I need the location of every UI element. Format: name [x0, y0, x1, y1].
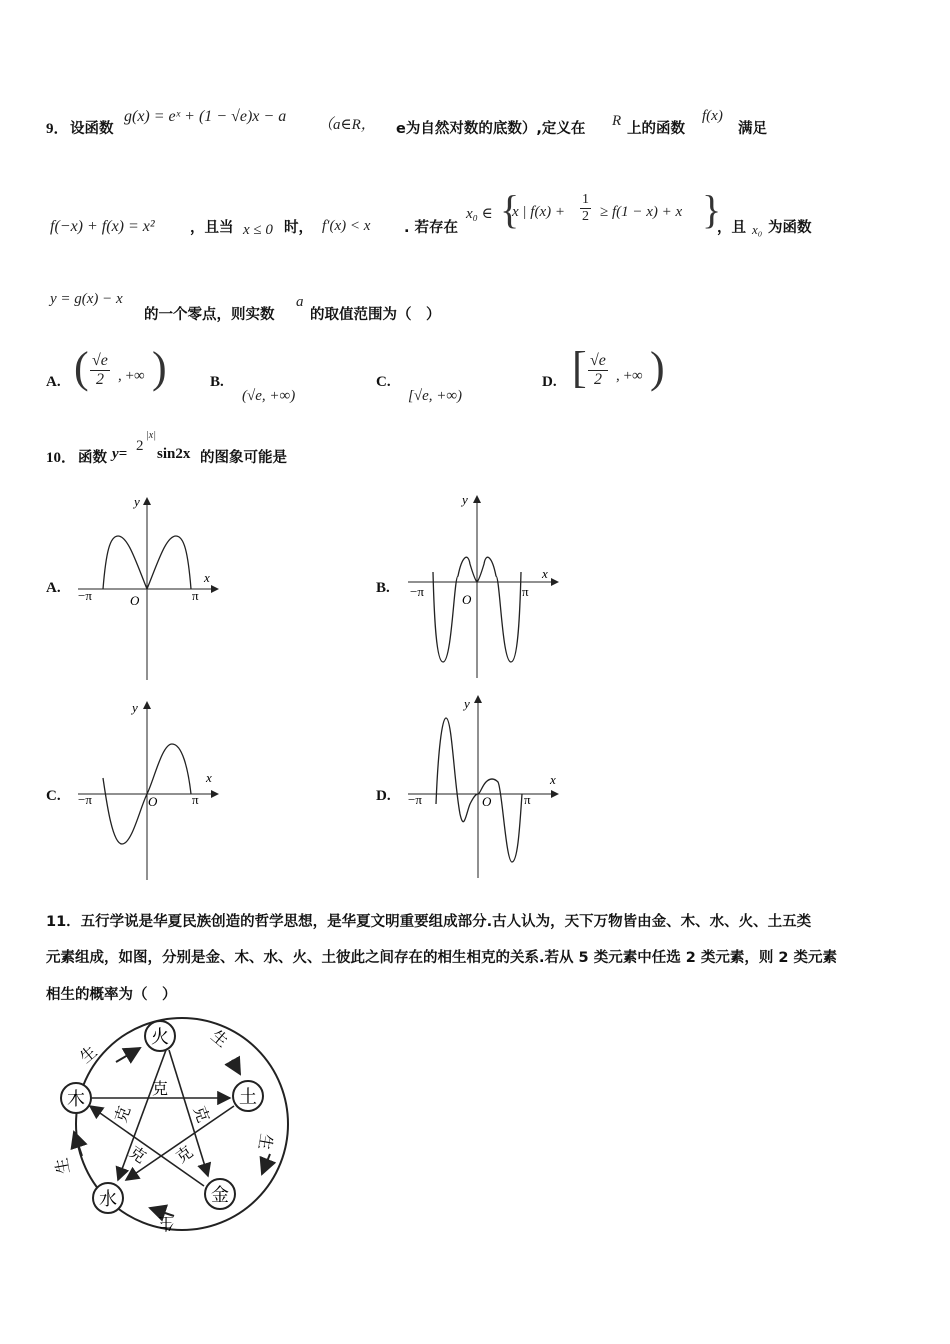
origin-label: O	[462, 592, 472, 607]
q9-set-left: x₀ ∈	[466, 206, 493, 222]
q9-question: 的一个零点，则实数	[144, 307, 275, 323]
option-a-fraction: $\frac{√e}{2}$	[92, 352, 108, 388]
curve	[436, 718, 522, 862]
q9-x0: x₀	[752, 222, 763, 237]
q9-fprime: f′(x) < x	[322, 218, 371, 234]
ke-label-4: 克	[125, 1143, 149, 1167]
origin-label: O	[148, 794, 158, 809]
ke-label-3: 克	[189, 1104, 212, 1125]
q9-cond2: e为自然对数的底数）,定义在	[396, 121, 586, 137]
q9-and-when: ，且当	[190, 220, 234, 236]
neg-pi-label: −π	[410, 584, 424, 599]
option-b-text: (√e, +∞)	[242, 388, 296, 404]
origin-label: O	[482, 794, 492, 809]
option-a-tail: , +∞	[118, 368, 145, 384]
q9-set-inner-a: x | f(x) +	[512, 204, 565, 220]
q9-right-brace: }	[702, 187, 722, 232]
sheng-label-3: 生	[254, 1132, 275, 1152]
ke-label-2: 克	[112, 1104, 135, 1125]
svg-text:火: 火	[151, 1027, 169, 1047]
element-water	[93, 1183, 123, 1213]
element-earth	[233, 1081, 263, 1111]
q9-cond4: 满足	[738, 121, 767, 137]
q10-number: 10．	[46, 450, 77, 466]
graph-d[interactable]	[400, 692, 570, 880]
option-d-close: )	[650, 343, 665, 392]
svg-text:水: 水	[99, 1189, 117, 1209]
q9-left-brace: {	[500, 187, 520, 232]
option-a-close: )	[152, 343, 167, 392]
pi-label: π	[522, 584, 529, 599]
q9-and-x0: ，且	[717, 220, 746, 236]
sheng-arrow-water-wood	[74, 1132, 82, 1156]
q10-sin: sin2x	[157, 446, 191, 462]
q9-equation: f(−x) + f(x) = x²	[50, 218, 155, 235]
sheng-label-1: 生	[77, 1043, 101, 1067]
q9-half-fraction: $\frac{1}{2}$	[582, 192, 589, 224]
graph-a-label: A.	[46, 580, 61, 596]
q9-g-definition: g(x) = eˣ + (1 − √e)x − a	[124, 108, 287, 125]
q10-intro: 函数	[78, 450, 107, 466]
option-a-open: (	[74, 343, 89, 392]
q9-set-inner-b: ≥ f(1 − x) + x	[600, 204, 683, 220]
q9-R: R	[612, 113, 622, 129]
graph-d-label: D.	[376, 788, 391, 804]
q9-a: a	[296, 294, 304, 310]
sheng-label-5: 生	[53, 1156, 74, 1176]
option-b-label: B.	[210, 374, 224, 390]
graph-b[interactable]	[400, 492, 570, 682]
q10-exponent: |x|	[146, 430, 156, 441]
sheng-label-2: 生	[207, 1027, 231, 1051]
q10-base: 2	[136, 438, 144, 454]
sheng-arrow-wood-fire	[116, 1048, 140, 1062]
y-label: y	[462, 492, 468, 507]
q9-fx: f(x)	[702, 108, 723, 124]
ke-label-1: 克	[152, 1081, 169, 1098]
sheng-arrow-earth-metal	[262, 1154, 270, 1174]
element-metal	[205, 1179, 235, 1209]
pi-label: π	[192, 792, 199, 807]
option-d-label: D.	[542, 374, 557, 390]
element-fire	[145, 1021, 175, 1051]
graph-b-label: B.	[376, 580, 390, 596]
element-wood	[61, 1083, 91, 1113]
wuxing-diagram	[44, 1016, 294, 1240]
option-d-tail: , +∞	[616, 368, 643, 384]
q9-shi: 时，	[284, 220, 313, 236]
q9-if-exists: . 若存在	[404, 220, 459, 236]
neg-pi-label: −π	[408, 792, 422, 807]
pi-label: π	[524, 792, 531, 807]
q9-intro: 设函数	[70, 121, 114, 137]
q9-cond3: 上的函数	[627, 121, 685, 137]
svg-text:土: 土	[239, 1087, 257, 1107]
option-d-fraction: $\frac{√e}{2}$	[590, 352, 606, 388]
q10-end: 的图象可能是	[200, 450, 287, 466]
sheng-label-4: 生	[157, 1214, 174, 1231]
q9-number: 9．	[46, 121, 69, 137]
q11-line-3: 相生的概率为（ ）	[46, 987, 177, 1003]
y-label: y	[132, 700, 138, 715]
q9-x-le-0: x ≤ 0	[243, 222, 273, 238]
q11-line-1: 11．五行学说是华夏民族创造的哲学思想，是华夏文明重要组成部分.古人认为，天下万物皆由金、木、水、火、土五类	[46, 914, 812, 930]
x-label: x	[542, 566, 548, 581]
graph-c[interactable]	[70, 698, 230, 882]
q11-line-2: 元素组成，如图，分别是金、木、水、火、土彼此之间存在的相生相克的关系.若从 5 类元素中任选 2 类元素，则 2 类元素	[46, 950, 838, 966]
y-label: y	[464, 696, 470, 711]
sheng-arrow-fire-earth	[232, 1060, 240, 1074]
x-label: x	[550, 772, 556, 787]
neg-pi-label: −π	[78, 792, 92, 807]
x-label: x	[206, 770, 212, 785]
graph-a[interactable]	[70, 492, 230, 682]
q9-cond1: （a∈R，	[318, 117, 376, 133]
svg-text:金: 金	[211, 1185, 229, 1205]
option-a-label: A.	[46, 374, 61, 390]
pi-label: π	[192, 588, 199, 603]
x-label: x	[204, 570, 210, 585]
option-c-text: [√e, +∞)	[408, 388, 463, 404]
option-c-label: C.	[376, 374, 391, 390]
y-label: y	[134, 494, 140, 509]
svg-text:木: 木	[67, 1089, 85, 1109]
option-d-open: [	[572, 343, 587, 392]
q9-question-end: 的取值范围为（ ）	[310, 307, 441, 323]
neg-pi-label: −π	[78, 588, 92, 603]
origin-label: O	[130, 593, 140, 608]
q10-y: y=	[112, 446, 128, 462]
ke-label-5: 克	[173, 1143, 197, 1167]
graph-c-label: C.	[46, 788, 61, 804]
q9-is-zero-of: 为函数	[768, 220, 812, 236]
q9-y-function: y = g(x) − x	[50, 291, 123, 307]
